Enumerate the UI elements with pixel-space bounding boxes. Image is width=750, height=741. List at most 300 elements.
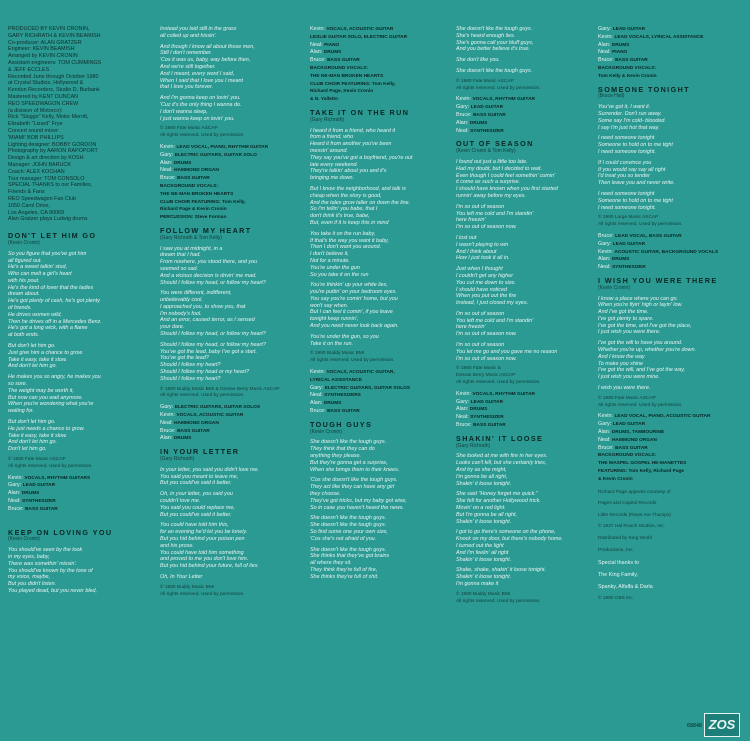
lyric-line: She doesn't like the tough guys. <box>310 439 387 446</box>
lyric-line: late every weekend. <box>310 161 358 168</box>
song-copyright <box>160 126 296 140</box>
lyric-line: You cut me down to size. <box>456 279 516 286</box>
lyric-stanza <box>456 266 592 307</box>
lyric-stanza <box>8 251 144 339</box>
lyric-line: Should I follow my head, or follow my heart? <box>160 279 266 286</box>
musician-role: THE NE-MAN BROKEN HEARTS <box>310 73 384 79</box>
lyric-line: You left me cold and I'm standin' <box>456 317 534 324</box>
lyric-line: When you're wondering what you're <box>8 401 94 408</box>
lyric-line: She doesn't like the tough guys. <box>456 67 533 74</box>
lyric-line: I need someone tonight. <box>598 204 656 211</box>
credit-row <box>598 460 734 468</box>
lyric-line: Not for a minute. <box>310 257 350 264</box>
musician-role: BACKGROUND VOCALS: <box>160 183 219 189</box>
lyric-line: They say you've got a boyfriend, you're out <box>310 154 413 161</box>
musician-name: Neal: <box>598 264 613 271</box>
lyric-line: I wish you were there. <box>598 385 651 392</box>
lyric-line: And though I know all about those men, <box>160 43 255 50</box>
lyric-stanza <box>456 529 592 563</box>
lyric-line: But you didn't listen. <box>8 581 57 588</box>
lyric-line: They've got tricks, but my baby got wise, <box>310 497 407 504</box>
lyric-stanza <box>8 419 144 453</box>
lyric-line: Should I follow my head, or follow my heart? <box>160 341 266 348</box>
song-author: (Kevin Cronin) <box>598 284 630 291</box>
lyric-line: Should I follow my head or my heart? <box>160 369 249 376</box>
musician-name: Bruce: <box>310 57 328 64</box>
lyric-line: When she brings them to their knees. <box>310 466 400 473</box>
lyric-line: I heard it from a friend, who heard it <box>310 127 396 134</box>
lyric-line: Shake, shake, shakin' it loose tonight. <box>456 567 547 574</box>
copyright-line: © 1980 Buddy Music BMI <box>160 584 215 590</box>
copyright-line: All rights reserved. Used by permission. <box>456 85 541 91</box>
credit-row <box>160 214 296 222</box>
lyric-line: Shakin' it loose tonight. <box>456 556 512 563</box>
musician-role: ELECTRIC GUITARS, GUITAR SOLOS <box>174 405 261 411</box>
lyric-line: She doesn't like the tough guys. <box>310 522 387 529</box>
lyric-line: She's gonna call your bluff guys, <box>456 39 534 46</box>
musician-role: BASS GUITAR <box>327 409 360 415</box>
lyric-line: You take it on the run baby, <box>310 230 376 237</box>
lyric-line: I need someone tonight. <box>598 148 656 155</box>
musician-role: PIANO <box>324 42 340 48</box>
lyric-line: Instead, I just closed my eyes. <box>456 300 529 307</box>
lyric-line: The weight may be worth it, <box>8 387 74 394</box>
musician-role: DRUMS <box>611 42 630 48</box>
musician-name: Gary: <box>456 398 471 405</box>
musician-role: BASS GUITAR <box>177 176 210 182</box>
song-shakin-it-loose <box>456 433 592 606</box>
lyric-line: I'm gonna make it <box>456 580 499 587</box>
lyric-line: 'Cos she's not afraid of you. <box>310 535 377 542</box>
musician-credits <box>160 144 296 222</box>
column-2 <box>160 26 296 604</box>
lyric-line: But, even if it is keep this in mind <box>310 219 389 226</box>
musician-role: SYNTHESIZER <box>470 415 504 421</box>
copyright-line: © 1980 Fate Music ASCAP <box>8 457 66 463</box>
lyric-line: Oh, in your letter, you said you <box>160 491 233 498</box>
musician-role: CLUB CHOIR FEATURING: Tom Kelly, <box>160 199 246 205</box>
musician-role: PERCUSSION: Steve Forman <box>160 215 227 221</box>
musician-role: THE WASPEL GOSPEL HE-MANETTES <box>598 461 687 467</box>
credit-line: PRODUCED BY KEVIN CRONIN, <box>8 26 90 32</box>
lyric-line: You've got it, I want it. <box>598 104 651 111</box>
lyric-line: And we're still together. <box>160 63 216 70</box>
musician-role: & Kevin Cronin <box>598 476 633 482</box>
copyright-line: © 1980 Fate Music ASCAP <box>456 78 514 84</box>
footer-notes <box>598 490 734 555</box>
lyric-line: all figured out. <box>8 257 42 264</box>
credit-line: SPECIAL THANKS to our Families, <box>8 182 93 189</box>
musician-role: HAMMOND ORGAN <box>174 420 219 426</box>
musician-name: Gary: <box>8 482 23 489</box>
lyric-line: I should have noticed <box>456 286 507 293</box>
lyric-line: and his prose. <box>160 542 194 549</box>
musician-role: DRUMS <box>173 160 192 166</box>
musician-credits <box>456 391 592 430</box>
lyric-line: I'm nobody's fool. <box>160 310 202 317</box>
song-author: (Kevin Cronin) <box>8 239 40 246</box>
lyric-line: at both ends. <box>8 332 40 339</box>
copyright-line: All rights reserved. Used by permission. <box>8 463 93 469</box>
song-title: OUT OF SEASON <box>456 139 534 149</box>
credit-row <box>8 490 144 498</box>
lyric-line: 'Cuz it's the only thing I wanna do. <box>160 101 242 108</box>
credit-line: Tour manager: TOM CONSOLO <box>8 175 85 182</box>
credit-line: REO SPEEDWAGON CREW <box>8 100 79 107</box>
musician-name: Kevin: <box>456 390 473 397</box>
lyric-line: so sore. <box>8 381 28 388</box>
credit-row <box>160 412 296 420</box>
musician-name: Alan: <box>598 256 612 263</box>
lyric-line: But you hid behind your future, full of lies. <box>160 563 259 570</box>
credit-row <box>310 42 446 50</box>
lyric-line: couldn't love me. <box>160 498 201 505</box>
lyric-line: She doesn't like the tough guys. <box>456 26 533 32</box>
credit-line: Richard Page appears courtesy of <box>598 489 671 495</box>
credit-line: Productions, Inc. <box>598 547 634 553</box>
lyric-stanza <box>456 567 592 587</box>
musician-role: LEAD VOCAL, BASS GUITAR <box>615 233 682 239</box>
musician-name: Kevin: <box>310 26 327 32</box>
song-take-it-on-the-run <box>310 107 446 416</box>
column-3 <box>310 26 446 587</box>
lyric-line: How I just took it all in. <box>456 255 510 262</box>
credit-row <box>456 104 592 112</box>
credit-row <box>310 81 446 89</box>
musician-role: LEAD GUITAR <box>22 483 56 489</box>
lyric-line: Shakin' it loose tonight. <box>456 480 512 487</box>
lyric-line: You should've known by the tone of <box>8 567 93 574</box>
song-title: I WISH YOU WERE THERE <box>598 275 718 285</box>
musician-role: DRUMS <box>469 120 488 126</box>
musician-credits <box>310 369 446 416</box>
lyric-stanza <box>456 491 592 525</box>
musician-name: Gary: <box>598 26 613 32</box>
lyric-stanza <box>310 547 446 581</box>
musician-name: Gary: <box>160 404 175 411</box>
lyric-line: I'm so out of season <box>456 310 505 317</box>
credit-row <box>598 65 734 73</box>
credit-row <box>310 392 446 400</box>
lyric-line: You're thinkin' up your white lies, <box>310 282 388 289</box>
credit-row <box>310 57 446 65</box>
lyric-line: it come as such a surprise. <box>456 179 521 186</box>
lyric-line: 'Cos she doesn't like the tough guys. <box>310 477 398 484</box>
musician-name: Bruce: <box>160 175 178 182</box>
lyric-line: You could have told him something <box>160 549 244 556</box>
copyright-line: © 1980 Fate Music & <box>456 366 501 372</box>
copyright-line: © 1980 Large Music ASCAP <box>598 215 659 221</box>
copyright-line: All rights reserved. Used by permission. <box>456 380 541 386</box>
credit-row <box>160 152 296 160</box>
lyric-stanza <box>456 453 592 487</box>
song-title: DON'T LET HIM GO <box>8 231 97 241</box>
lyric-stanza <box>160 467 296 487</box>
lyric-line: And I'm gonna keep on lovin' you. <box>160 95 241 102</box>
lyric-line: I just wish you were there. <box>598 329 661 336</box>
credit-row <box>8 475 144 483</box>
musician-name: Alan: <box>310 49 324 56</box>
lyric-line: Take it easy, take it slow. <box>8 356 68 363</box>
lyric-stanza <box>160 342 296 383</box>
lyric-stanza <box>310 477 446 511</box>
lyric-line: Don't let him go. <box>8 446 47 453</box>
lyric-stanza <box>456 235 592 262</box>
lyric-line: here freezin' <box>456 324 486 331</box>
credit-line: Recorded June through October 1980 <box>8 73 99 80</box>
lyric-line: And the tales grow taller on down the line. <box>310 199 411 206</box>
musician-role: BASS GUITAR <box>327 58 360 64</box>
song-title: TOUGH GUYS <box>310 419 373 429</box>
credit-line: © 1937 Hal Roach Studios, Inc. <box>598 524 665 530</box>
lyric-line: And I've got the time. <box>598 309 649 316</box>
lyric-line: tonight keep runnin', <box>310 316 359 323</box>
musician-name: Neal: <box>598 49 613 56</box>
musician-role: & N. Yalletto <box>310 97 338 103</box>
credit-row <box>598 437 734 445</box>
credit-row <box>160 428 296 436</box>
credit-row <box>598 241 734 249</box>
credit-line: Rick "Sluggo" Kelly, Motor Merritt, <box>8 114 89 121</box>
lyric-line: I need someone tonight <box>598 190 655 197</box>
credit-row <box>598 421 734 429</box>
lyric-line: She don't like you. <box>456 57 500 64</box>
musician-role: LEAD VOCALS, LYRICAL ASSISTANCE <box>614 34 704 40</box>
lyric-line: Looks can't kill, but she certainly tries, <box>456 460 547 467</box>
lyric-line: Whether you're up, whether you're down. <box>598 347 696 354</box>
musician-role: BACKGROUND VOCALS: <box>598 65 657 71</box>
lyric-stanza <box>456 311 592 338</box>
lyric-line: Who can melt a girl's heart <box>8 271 72 278</box>
credit-row <box>310 369 446 377</box>
lyric-line: I wasn't playing to win <box>456 241 509 248</box>
lyric-stanza <box>310 186 446 227</box>
musician-name: Kevin: <box>160 412 177 419</box>
musician-credits <box>8 475 144 514</box>
lyric-stanza <box>310 439 446 473</box>
lyric-line: Had my doubt, but I decided to wait. <box>456 165 543 172</box>
lyric-line: I couldn't get any higher <box>456 272 514 279</box>
lyric-line: You said you meant to leave me, <box>160 473 239 480</box>
credit-row <box>160 420 296 428</box>
lyric-stanza <box>310 334 446 348</box>
lyric-line: You could have told him this, <box>160 522 229 529</box>
song-keep-on-loving-you <box>8 527 144 595</box>
lyric-line: But don't let him go. <box>8 419 56 426</box>
lyric-line: I know a place where you can go. <box>598 295 679 302</box>
musician-name: Kevin: <box>456 96 473 103</box>
musician-role: ELECTRIC GUITARS, GUITAR SOLOS <box>324 385 411 391</box>
credit-row <box>456 112 592 120</box>
lyric-line: you're puttin' on your bedroom eyes. <box>310 289 397 296</box>
musician-role: CLUB CHOIR FEATURING: Tom Kelly, <box>310 81 396 87</box>
credit-row <box>310 26 446 34</box>
lyric-stanza <box>310 231 446 279</box>
lyric-stanza <box>160 95 296 122</box>
lyric-line: You played dead, but you never bled, <box>8 587 98 594</box>
credit-line: GARY RICHRATH & KEVIN BEAMISH <box>8 32 101 39</box>
lyric-stanza <box>310 128 446 182</box>
lyric-line: When you're flyin' high or layin' low. <box>598 302 683 309</box>
lyric-line: But now can you wait anymore. <box>8 394 83 401</box>
lyric-line: But you could've said it better. <box>160 480 232 487</box>
credit-row <box>310 400 446 408</box>
lyric-line: If I could convince you <box>598 159 652 166</box>
copyright-line: All rights reserved. Used by permission. <box>160 591 245 597</box>
lyric-line: I should have known when you first started <box>456 186 558 193</box>
lyric-line: I don't believe it, <box>310 251 349 258</box>
lyric-line: all coiled up and hissin'. <box>160 32 217 39</box>
song-author: (Gary Richrath) <box>310 116 345 123</box>
lyric-stanza <box>8 374 144 415</box>
lyric-line: Movin' on a red light. <box>456 505 506 512</box>
musician-name: Alan: <box>456 119 470 126</box>
lyric-line: And don't let him go. <box>8 363 57 370</box>
lyric-stanza <box>8 343 144 370</box>
song-author: (Kevin Cronin) <box>310 428 342 435</box>
lyric-line: You're under the gun <box>310 264 360 271</box>
lyric-line: Should I follow my heart? <box>160 362 221 369</box>
credit-line: Mastered by KENT DUNCAN <box>8 93 78 100</box>
lyric-line: So you figure that you've got him <box>8 250 87 257</box>
lyric-stanza <box>598 160 734 187</box>
musician-role: DRUMS <box>173 436 192 442</box>
lyric-stanza <box>598 191 734 211</box>
lyric-line: You left me cold and I'm standin' <box>456 210 534 217</box>
lyric-line: Should I follow my heart? <box>160 375 221 382</box>
credit-line: Alan Gratzer plays Ludwig drums <box>8 216 88 223</box>
copyright-line: All rights reserved. Used by permission. <box>456 598 541 604</box>
lyric-line: He's a sweet talkin' stud, <box>8 264 67 271</box>
musician-role: VOCALS, ACOUSTIC GUITAR <box>326 27 394 32</box>
lyric-line: Shakin' it loose tonight. <box>456 518 512 525</box>
musician-name: Alan: <box>160 435 174 442</box>
song-title: SHAKIN' IT LOOSE <box>456 433 544 443</box>
lyric-line: waiting for. <box>8 408 34 415</box>
lyric-line: I approached you, to show you, that <box>160 303 246 310</box>
song-title: FOLLOW MY HEART <box>160 225 252 235</box>
musician-name: Gary: <box>160 151 175 158</box>
lyric-line: They're talkin' about you and it's <box>310 168 387 175</box>
musician-role: LYRICAL ASSISTANCE <box>310 377 362 383</box>
lyric-stanza <box>456 68 592 75</box>
musician-role: SYNTHESIZER <box>470 128 504 134</box>
song-title: IN YOUR LETTER <box>160 447 240 457</box>
credit-row <box>310 34 446 42</box>
musician-role: LEAD GUITAR <box>612 422 646 428</box>
lyric-line: If that's the way you want it baby, <box>310 237 389 244</box>
musician-name: Kevin: <box>598 248 615 255</box>
musician-role: PIANO <box>612 50 628 56</box>
lyric-line: I just wish you were mine. <box>598 374 660 381</box>
lyric-line: And I meant, every word I said, <box>160 70 235 77</box>
musician-role: DRUMS <box>611 257 630 263</box>
musician-role: THE NE-MAN BROKEN HEARTS <box>160 191 234 197</box>
lyric-stanza <box>598 135 734 155</box>
lyric-line: He just needs a chance to grow. <box>8 425 85 432</box>
musician-role: VOCALS, ACOUSTIC GUITAR, <box>326 370 395 376</box>
credit-row <box>598 26 734 34</box>
lyric-line: And I'm feelin' all right <box>456 549 509 556</box>
copyright-line: All rights reserved. Used by permission. <box>160 393 245 399</box>
credit-row <box>310 385 446 393</box>
song-copyright <box>456 366 592 386</box>
musician-name: Alan: <box>598 41 612 48</box>
copyright-line: All rights reserved. Used by permission. <box>598 402 683 408</box>
musician-role: BASS GUITAR <box>615 58 648 64</box>
musician-role: LEAD VOCAL, PIANO, ACOUSTIC GUITAR <box>614 414 711 420</box>
credit-row <box>8 506 144 514</box>
lyric-line: She doesn't like the tough guys. <box>310 546 387 553</box>
musician-name: Neal: <box>160 419 175 426</box>
lyric-line: runnin' away before my eyes. <box>456 192 526 199</box>
credit-row <box>160 206 296 214</box>
lyric-stanza <box>160 491 296 518</box>
credit-row <box>8 482 144 490</box>
lyric-line: But I can feel it comin', if you leave <box>310 309 393 316</box>
musician-role: FEATURING: Tom Kelly, Richard Page <box>598 469 685 475</box>
lyric-stanza <box>310 282 446 330</box>
musician-name: Kevin: <box>160 143 177 150</box>
lyric-line: She doesn't like the tough guys. <box>310 515 387 522</box>
credit-line: Little Records (Rows Are Thumps) <box>598 512 671 518</box>
lyric-line: I'm so out of season now. <box>456 331 517 338</box>
musician-role: SYNTHESIZER <box>612 265 646 271</box>
lyric-line: bringing me down. <box>310 175 355 182</box>
song-i-wish-you-were-there <box>598 275 734 484</box>
musician-role: Tom Kelly & Kevin Cronin <box>598 73 657 79</box>
lyric-line: But I know the neighborhood, and talk is <box>310 185 406 192</box>
lyric-line: I'm gonna be all right, <box>456 473 508 480</box>
copyright-line: © 1980 Buddy Music BMI & Desrae Berry Music ASCAP <box>160 386 280 392</box>
lyric-line: He makes you so angry, he makes you <box>8 374 101 381</box>
musician-role: Richard Page & Kevin Cronin <box>160 207 227 213</box>
credit-row <box>598 233 734 241</box>
musician-name: Bruce: <box>456 422 474 429</box>
credit-row <box>598 57 734 65</box>
song-copyright <box>598 215 734 229</box>
credit-row <box>598 264 734 272</box>
credit-row <box>310 88 446 96</box>
lyric-line: You were different, indifferent, <box>160 290 232 297</box>
credit-row <box>456 391 592 399</box>
musician-name: Neal: <box>310 392 325 399</box>
credit-row <box>160 435 296 443</box>
musician-name: Bruce: <box>598 444 616 451</box>
musician-credits <box>456 96 592 135</box>
credit-row <box>310 96 446 104</box>
credit-row <box>456 120 592 128</box>
lyric-line: She fell for another Hollywood trick. <box>456 498 541 505</box>
production-credits <box>8 26 144 223</box>
lyric-stanza <box>598 340 734 381</box>
lyric-line: Shakin' it loose tonight. <box>456 574 512 581</box>
musician-name: Gary: <box>598 421 613 428</box>
credit-line: Design & art direction by KOSH <box>8 155 84 162</box>
musician-name: Alan: <box>160 159 174 166</box>
lyric-line: You've got the lead? <box>160 355 209 362</box>
lyric-line: Just when I thought <box>456 266 503 273</box>
credit-line: Concert sound mixer: <box>8 127 60 134</box>
credit-line: Pages and Capitol Records <box>598 501 657 507</box>
credit-row <box>598 476 734 484</box>
lyric-line: Then he drives off in a Mercedes Benz. <box>8 318 102 325</box>
musician-role: ACOUSTIC GUITAR, BACKGROUND VOCALS <box>614 249 719 255</box>
lyric-line: in my eyes, baby, <box>8 553 50 560</box>
credit-row <box>160 144 296 152</box>
credit-row <box>160 404 296 412</box>
lyric-line: cheap when the story is good, <box>310 192 382 199</box>
